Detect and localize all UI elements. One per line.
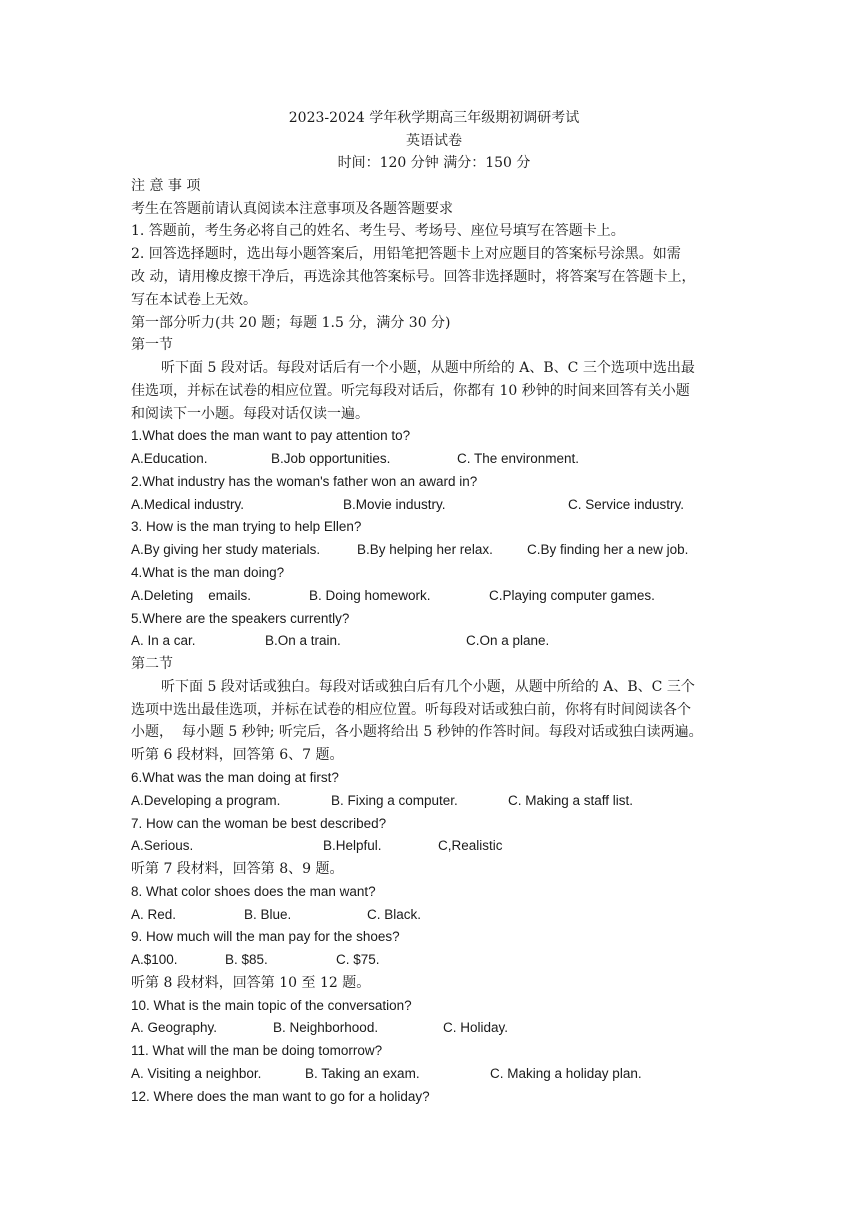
part1-title: 第一部分听力(共 20 题；每题 1.5 分，满分 30 分) bbox=[131, 315, 451, 331]
material-8-note: 听第 8 段材料，回答第 10 至 12 题。 bbox=[131, 975, 371, 991]
question-1: 1.What does the man want to pay attention to? bbox=[131, 428, 411, 443]
question-11: 11. What will the man be doing tomorrow? bbox=[131, 1043, 383, 1058]
q2-option-b: B.Movie industry. bbox=[343, 497, 446, 512]
q8-option-c: C. Black. bbox=[367, 907, 422, 922]
material-7-note: 听第 7 段材料，回答第 8、9 题。 bbox=[131, 861, 344, 877]
section2-instruction-line-2: 选项中选出最佳选项，并标在试卷的相应位置。听每段对话或独白前，你将有时间阅读各个 bbox=[131, 702, 691, 718]
q11-option-a: A. Visiting a neighbor. bbox=[131, 1066, 262, 1081]
q10-option-b: B. Neighborhood. bbox=[273, 1020, 379, 1035]
notice-intro: 考生在答题前请认真阅读本注意事项及各题答题要求 bbox=[131, 201, 453, 217]
q7-option-c: C,Realistic bbox=[438, 838, 503, 853]
question-2: 2.What industry has the woman's father won an award in? bbox=[131, 474, 478, 489]
material-6-note: 听第 6 段材料，回答第 6、7 题。 bbox=[131, 747, 344, 763]
q1-option-b: B.Job opportunities. bbox=[271, 451, 391, 466]
question-4: 4.What is the man doing? bbox=[131, 565, 285, 580]
q4-option-c: C.Playing computer games. bbox=[489, 588, 655, 603]
q3-option-c: C.By finding her a new job. bbox=[527, 542, 689, 557]
notice-item-2-line-3: 写在本试卷上无效。 bbox=[131, 292, 257, 308]
q5-option-b: B.On a train. bbox=[265, 633, 341, 648]
q8-option-a: A. Red. bbox=[131, 907, 177, 922]
notice-item-2-line-2: 改 动，请用橡皮擦干净后，再选涂其他答案标号。回答非选择题时，将答案写在答题卡上， bbox=[131, 269, 696, 285]
section1-instruction-line-2: 佳选项，并标在试卷的相应位置。听完每段对话后，你都有 10 秒钟的时间来回答有关小题 bbox=[131, 383, 690, 399]
q10-option-c: C. Holiday. bbox=[443, 1020, 509, 1035]
time-score-line: 时间：120 分钟 满分：150 分 bbox=[337, 155, 531, 171]
q6-option-c: C. Making a staff list. bbox=[508, 793, 634, 808]
q2-option-c: C. Service industry. bbox=[568, 497, 685, 512]
q11-option-c: C. Making a holiday plan. bbox=[490, 1066, 642, 1081]
q1-option-a: A.Education. bbox=[131, 451, 208, 466]
q4-option-b: B. Doing homework. bbox=[309, 588, 431, 603]
question-3: 3. How is the man trying to help Ellen? bbox=[131, 519, 362, 534]
q1-option-c: C. The environment. bbox=[457, 451, 580, 466]
q7-option-a: A.Serious. bbox=[131, 838, 194, 853]
question-5: 5.Where are the speakers currently? bbox=[131, 611, 350, 626]
section2-instruction-line-1: 听下面 5 段对话或独白。每段对话或独白后有几个小题，从题中所给的 A、B、C 三个 bbox=[161, 679, 695, 695]
q9-option-c: C. $75. bbox=[336, 952, 380, 967]
question-6: 6.What was the man doing at first? bbox=[131, 770, 339, 785]
section1-instruction-line-3: 和阅读下一小题。每段对话仅读一遍。 bbox=[131, 406, 369, 422]
q10-option-a: A. Geography. bbox=[131, 1020, 218, 1035]
section1-instruction-line-1: 听下面 5 段对话。每段对话后有一个小题，从题中所给的 A、B、C 三个选项中选出最 bbox=[161, 360, 695, 376]
q7-option-b: B.Helpful. bbox=[323, 838, 382, 853]
q9-option-a: A.$100. bbox=[131, 952, 178, 967]
q3-option-a: A.By giving her study materials. bbox=[131, 542, 321, 557]
notice-item-1: 1. 答题前，考生务必将自己的姓名、考生号、考场号、座位号填写在答题卡上。 bbox=[131, 223, 625, 239]
section2-instruction-line-3: 小题， 每小题 5 秒钟; 听完后，各小题将给出 5 秒钟的作答时间。每段对话或独白读两遍。 bbox=[131, 724, 703, 740]
q6-option-a: A.Developing a program. bbox=[131, 793, 281, 808]
notice-heading: 注 意 事 项 bbox=[131, 178, 201, 194]
question-8: 8. What color shoes does the man want? bbox=[131, 884, 376, 899]
section1-heading: 第一节 bbox=[131, 337, 173, 353]
q6-option-b: B. Fixing a computer. bbox=[331, 793, 458, 808]
q9-option-b: B. $85. bbox=[225, 952, 268, 967]
exam-title: 2023-2024 学年秋学期高三年级期初调研考试 bbox=[288, 110, 580, 126]
q3-option-b: B.By helping her relax. bbox=[357, 542, 493, 557]
question-9: 9. How much will the man pay for the shoes? bbox=[131, 929, 400, 944]
q2-option-a: A.Medical industry. bbox=[131, 497, 245, 512]
section2-heading: 第二节 bbox=[131, 656, 173, 672]
q4-option-a: A.Deleting emails. bbox=[131, 588, 252, 603]
q11-option-b: B. Taking an exam. bbox=[305, 1066, 420, 1081]
q8-option-b: B. Blue. bbox=[244, 907, 292, 922]
question-10: 10. What is the main topic of the conversation? bbox=[131, 998, 412, 1013]
question-7: 7. How can the woman be best described? bbox=[131, 816, 387, 831]
q5-option-a: A. In a car. bbox=[131, 633, 196, 648]
notice-item-2-line-1: 2. 回答选择题时，选出每小题答案后，用铅笔把答题卡上对应题目的答案标号涂黑。如需 bbox=[131, 246, 681, 262]
q5-option-c: C.On a plane. bbox=[466, 633, 550, 648]
question-12: 12. Where does the man want to go for a holiday? bbox=[131, 1089, 430, 1104]
subject-title: 英语试卷 bbox=[406, 133, 462, 149]
